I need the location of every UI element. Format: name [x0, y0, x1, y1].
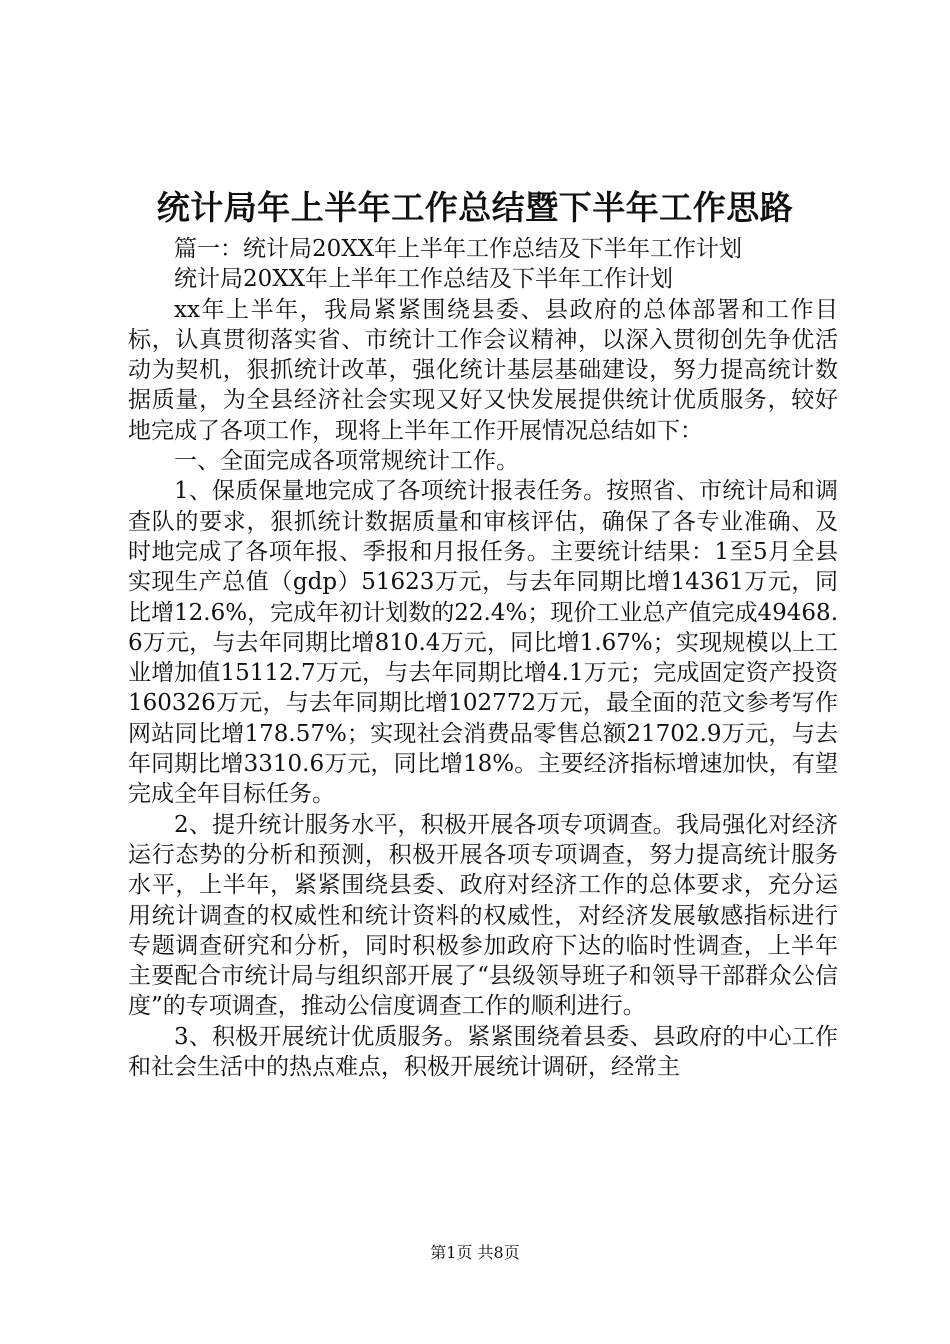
paragraph-item-2: 2、提升统计服务水平，积极开展各项专项调查。我局强化对经济运行态势的分析和预测，积极开展各项专项调查，努力提高统计服务水平，上半年，紧紧围绕县委、政府对经济工作的总体要求，充分运用统计调查的权威性和统计资料的权威性，对经济发展敏感指标进行专题调查研究和分析，同时积极参加政府下达的临时性调查，上半年主要配合市统计局与组织部开展了“县级领导班子和领导干部群众公信度”的专项调查，推动公信度调查工作的顺利进行。	[128, 811, 838, 1020]
document-body	[128, 234, 838, 1082]
paragraph-item-3: 3、积极开展统计优质服务。紧紧围绕着县委、县政府的中心工作和社会生活中的热点难点，积极开展统计调研，经常主	[128, 1023, 838, 1081]
paragraph-subtitle-1: 篇一：统计局20XX年上半年工作总结及下半年工作计划	[174, 236, 743, 262]
paragraph-subtitle-2: 统计局20XX年上半年工作总结及下半年工作计划	[174, 266, 674, 293]
document-title: 统计局年上半年工作总结暨下半年工作思路	[156, 188, 794, 227]
paragraph-intro: xx年上半年，我局紧紧围绕县委、县政府的总体部署和工作目标，认真贯彻落实省、市统计工作会议精神，以深入贯彻创先争优活动为契机，狠抓统计改革，强化统计基层基础建设，努力提高统计数据质量，为全县经济社会实现又好又快发展提供统计优质服务，较好地完成了各项工作，现将上半年工作开展情况总结如下：	[128, 296, 838, 444]
paragraph-item-1: 1、保质保量地完成了各项统计报表任务。按照省、市统计局和调查队的要求，狠抓统计数据质量和审核评估，确保了各专业准确、及时地完成了各项年报、季报和月报任务。主要统计结果：1至5月全县实现生产总值（gdp）51623万元，与去年同期比增14361万元，同比增12.6%，完成年初计划数的22.4%；现价工业总产值完成49468.6万元，与去年同期比增810.4万元，同比增1.67%；实现规模以上工业增加值15112.7万元，与去年同期比增4.1万元；完成固定资产投资160326万元，与去年同期比增102772万元，最全面的范文参考写作网站同比增178.57%；实现社会消费品零售总额21702.9万元，与去年同期比增3310.6万元，同比增18%。主要经济指标增速加快，有望完成全年目标任务。	[128, 478, 838, 808]
section-heading: 一、全面完成各项常规统计工作。	[174, 448, 519, 475]
page-number-footer: 第1页 共8页	[430, 1243, 520, 1262]
